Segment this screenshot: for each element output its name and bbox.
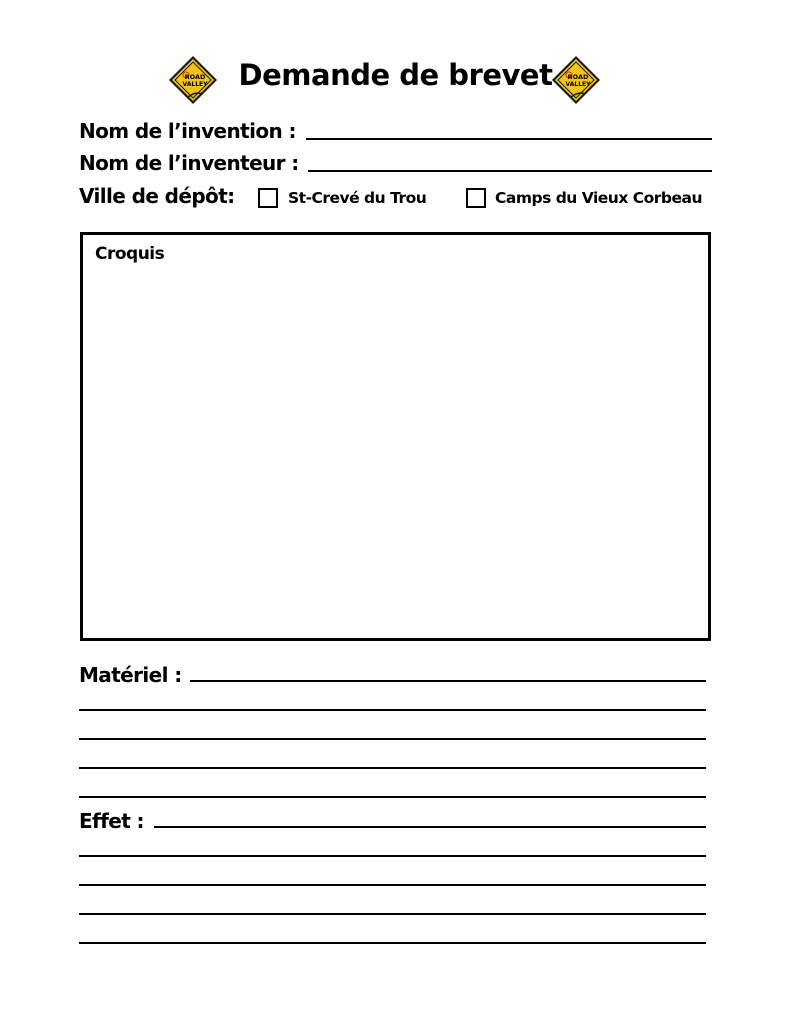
city-option-camps-vieux-corbeau: Camps du Vieux Corbeau <box>495 189 702 207</box>
material-line-2[interactable] <box>79 709 706 711</box>
logo-text-road: ROAD <box>567 73 589 81</box>
invention-name-label: Nom de l’invention : <box>79 119 296 143</box>
city-checkbox-camps-vieux-corbeau[interactable] <box>466 188 486 208</box>
filing-city-label: Ville de dépôt: <box>79 184 235 208</box>
page-title: Demande de brevet <box>238 58 553 92</box>
inventor-name-field[interactable] <box>308 170 712 172</box>
material-line-5[interactable] <box>79 796 706 798</box>
logo-text-valley: VALLEY <box>565 81 591 88</box>
logo-text-road: ROAD <box>184 73 206 81</box>
material-line-3[interactable] <box>79 738 706 740</box>
material-line-4[interactable] <box>79 767 706 769</box>
invention-name-field[interactable] <box>306 138 712 140</box>
road-valley-logo-right <box>551 55 601 105</box>
sketch-label: Croquis <box>95 244 165 264</box>
effect-line-1[interactable] <box>154 826 706 828</box>
effect-line-2[interactable] <box>79 855 706 857</box>
effect-line-4[interactable] <box>79 913 706 915</box>
logo-text-valley: VALLEY <box>182 81 208 88</box>
effect-label: Effet : <box>79 809 144 833</box>
material-label: Matériel : <box>79 663 182 687</box>
sketch-area[interactable] <box>80 232 711 641</box>
city-checkbox-st-creve[interactable] <box>258 188 278 208</box>
effect-line-5[interactable] <box>79 942 706 944</box>
material-line-1[interactable] <box>190 680 706 682</box>
effect-line-3[interactable] <box>79 884 706 886</box>
inventor-name-label: Nom de l’inventeur : <box>79 151 299 175</box>
city-option-st-creve: St-Crevé du Trou <box>288 189 427 207</box>
